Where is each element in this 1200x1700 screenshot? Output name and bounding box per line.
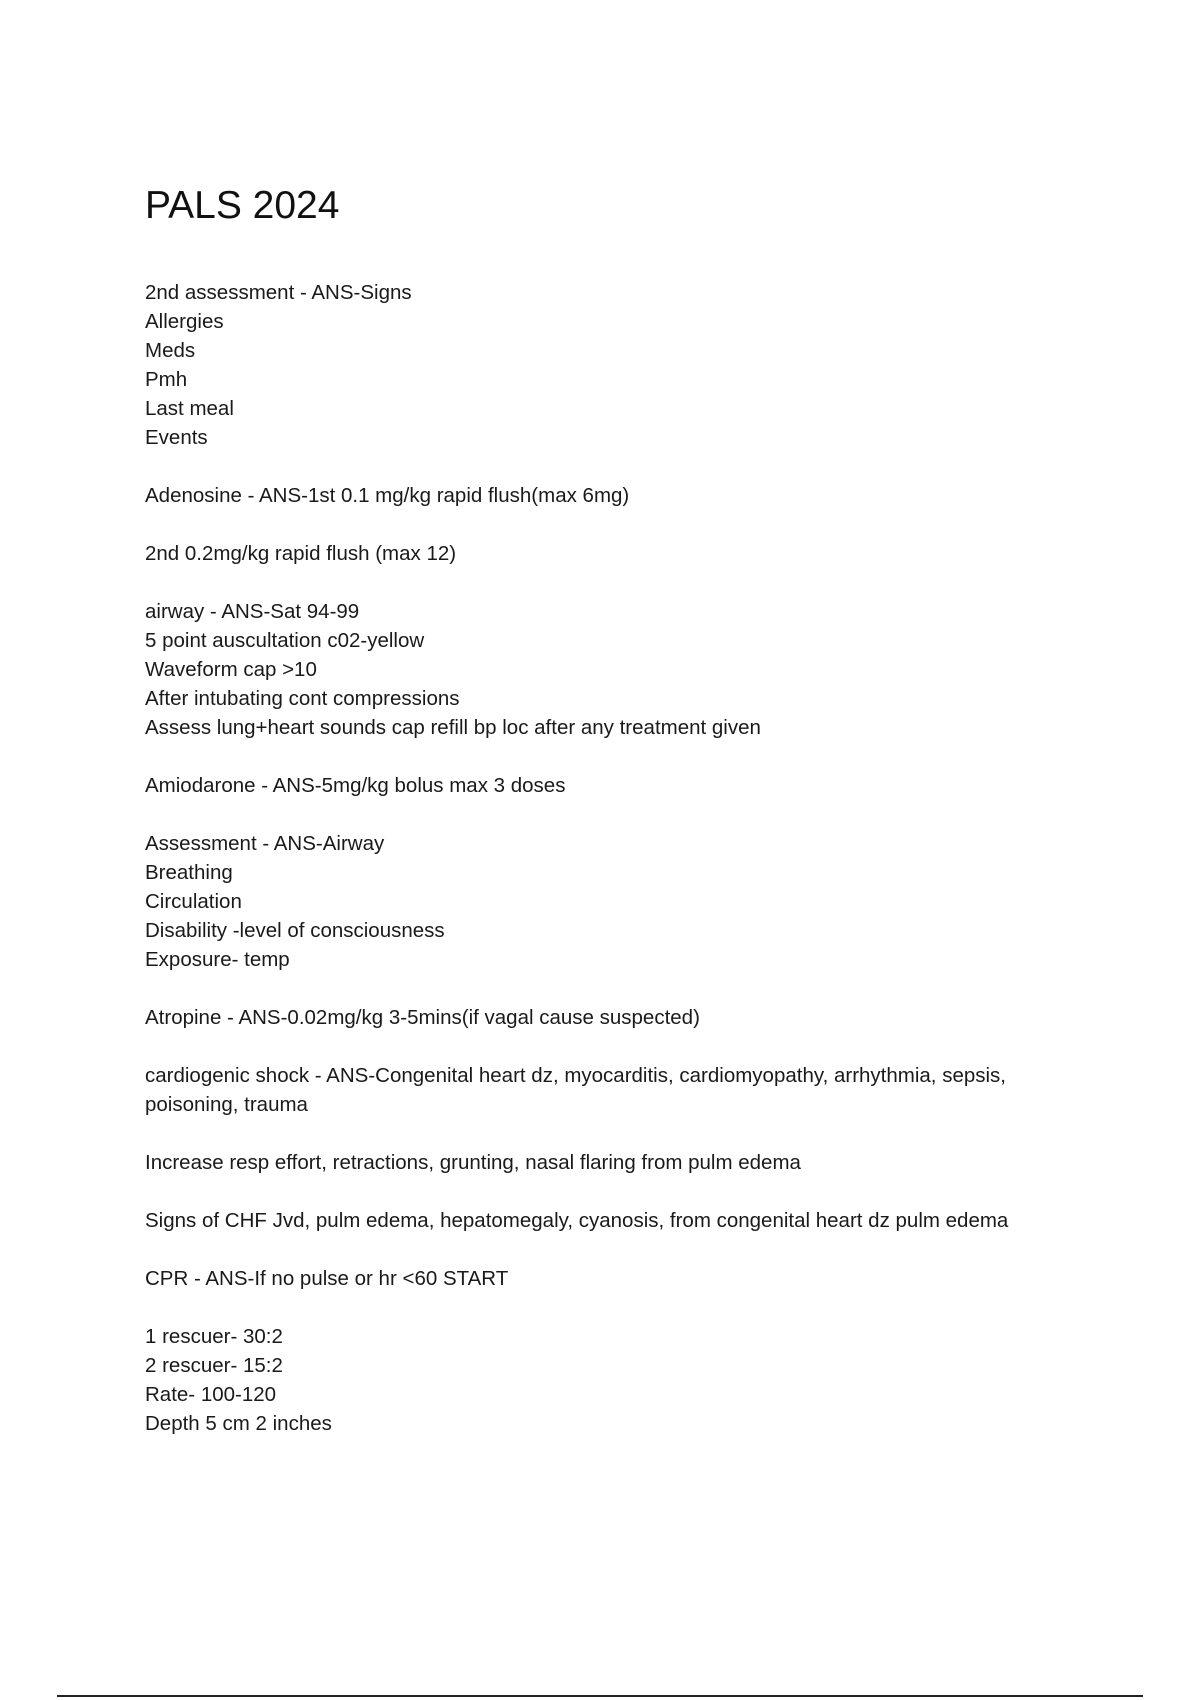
text-line: Exposure- temp [145, 948, 290, 971]
footer-divider [57, 1695, 1143, 1697]
text-line: 5 point auscultation c02-yellow [145, 629, 425, 652]
text-line: Rate- 100-120 [145, 1383, 277, 1406]
atropine-block [145, 1003, 1085, 1032]
amiodarone-block [145, 771, 1085, 800]
text-line: After intubating cont compressions [145, 687, 460, 710]
text-line: Meds [145, 339, 196, 362]
adenosine-second-dose-block [145, 539, 1085, 568]
text-line: Pmh [145, 368, 188, 391]
text-line: Waveform cap >10 [145, 658, 317, 681]
text-line: airway - ANS-Sat 94-99 [145, 600, 360, 623]
text-line: Atropine - ANS-0.02mg/kg 3-5mins(if vagal cause suspected) [145, 1006, 700, 1029]
text-line: 2 rescuer- 15:2 [145, 1354, 283, 1377]
text-line: Events [145, 426, 208, 449]
page-title: PALS 2024 [145, 184, 340, 227]
text-line: Breathing [145, 861, 233, 884]
text-line: Disability -level of consciousness [145, 919, 445, 942]
text-line: Amiodarone - ANS-5mg/kg bolus max 3 doses [145, 774, 566, 797]
text-line: cardiogenic shock - ANS-Congenital heart dz, myocarditis, cardiomyopathy, arrhythmia, sepsis, poisoning, trauma [145, 1064, 1006, 1116]
text-line: Assessment - ANS-Airway [145, 832, 385, 855]
cardiogenic-shock-block [145, 1061, 1085, 1119]
text-line: 2nd assessment - ANS-Signs [145, 281, 412, 304]
text-line: CPR - ANS-If no pulse or hr <60 START [145, 1267, 509, 1290]
resp-effort-block [145, 1148, 1085, 1177]
airway-block [145, 597, 1085, 742]
text-line: 2nd 0.2mg/kg rapid flush (max 12) [145, 542, 457, 565]
cpr-block [145, 1264, 1085, 1293]
text-line: Increase resp effort, retractions, grunting, nasal flaring from pulm edema [145, 1151, 801, 1174]
document-body [145, 278, 1085, 1467]
assessment-block [145, 829, 1085, 974]
text-line: Signs of CHF Jvd, pulm edema, hepatomegaly, cyanosis, from congenital heart dz pulm edema [145, 1209, 1009, 1232]
adenosine-first-dose-block [145, 481, 1085, 510]
text-line: Allergies [145, 310, 224, 333]
secondary-assessment-block [145, 278, 1085, 452]
text-line: Last meal [145, 397, 234, 420]
chf-signs-block [145, 1206, 1085, 1235]
text-line: Depth 5 cm 2 inches [145, 1412, 332, 1435]
text-line: Circulation [145, 890, 242, 913]
text-line: Assess lung+heart sounds cap refill bp loc after any treatment given [145, 716, 761, 739]
text-line: Adenosine - ANS-1st 0.1 mg/kg rapid flush(max 6mg) [145, 484, 630, 507]
text-line: 1 rescuer- 30:2 [145, 1325, 283, 1348]
cpr-details-block [145, 1322, 1085, 1438]
